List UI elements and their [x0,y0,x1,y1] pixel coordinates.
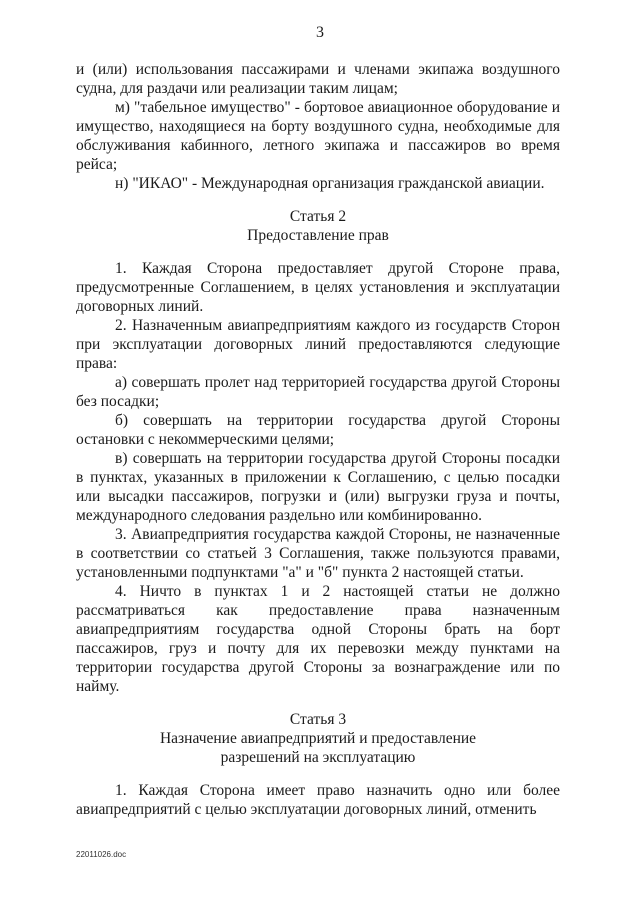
paragraph-definition-n: н) "ИКАО" - Международная организация гражданской авиации. [115,175,545,192]
paragraph-definition-m: м) "табельное имущество" - бортовое авиационное оборудование и имущество, находящиеся на борту воздушного судна, необходимые для обслуживания кабинного, летного экипажа и пассажиров во время рейса; [76,99,560,173]
article-3-title-line-1: Назначение авиапредприятий и предоставление [159,730,477,747]
article-2-title: Предоставление прав [247,227,389,244]
article-2-number: Статья 2 [289,208,347,225]
article-2-paragraph-1: 1. Каждая Сторона предоставляет другой Стороне права, предусмотренные Соглашением, в целях установления и эксплуатации договорных линий. [76,260,560,315]
page-number: 3 [316,24,324,41]
article-2-paragraph-3: 3. Авиапредприятия государства каждой Стороны, не назначенные в соответствии со статьей 3 Соглашения, также пользуются правами, установленными подпунктами "а" и "б" пункта 2 настоящей статьи. [76,526,560,581]
article-2-subitem-a: а) совершать пролет над территорией государства другой Стороны без посадки; [76,374,560,410]
article-3-number: Статья 3 [289,711,347,728]
article-2-paragraph-2: 2. Назначенным авиапредприятиям каждого из государств Сторон при эксплуатации договорных линий предоставляются следующие права: [76,317,560,372]
article-2-subitem-v: в) совершать на территории государства другой Стороны посадки в пунктах, указанных в приложении к Соглашению, с целью посадки или высадки пассажиров, погрузки и (или) выгрузки груза и почты, международного следования раздельно или комбинированно. [76,450,560,524]
paragraph-continuation: и (или) использования пассажирами и членами экипажа воздушного судна, для раздачи или реализации таким лицам; [76,61,560,97]
article-2-paragraph-4: 4. Ничто в пунктах 1 и 2 настоящей статьи не должно рассматриваться как предоставление права назначенным авиапредприятиям государства одной Стороны брать на борт пассажиров, груз и почту для их перевозки между пунктами на территории государства другой Стороны за вознаграждение или по найму. [76,583,560,695]
article-3-title-line-2: разрешений на эксплуатацию [220,749,416,766]
document-filename: 22011026.doc [76,850,127,859]
document-body [76,60,560,819]
article-3-paragraph-1: 1. Каждая Сторона имеет право назначить одно или более авиапредприятий с целью эксплуатации договорных линий, отменить [76,782,560,818]
article-2-subitem-b: б) совершать на территории государства другой Стороны остановки с некоммерческими целями; [76,412,560,448]
